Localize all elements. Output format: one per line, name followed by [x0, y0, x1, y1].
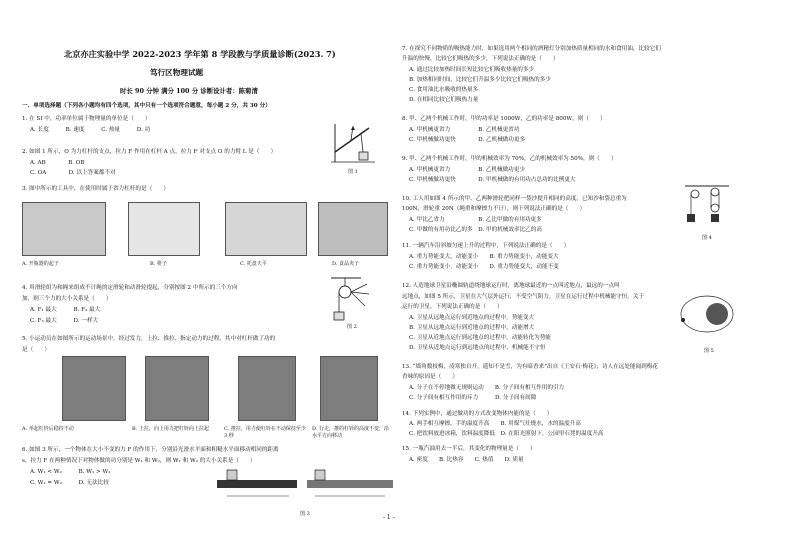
exam-subtitle: 笃行区物理试题	[150, 68, 204, 77]
question-text: 8. 甲、乙两个机械工作时，甲的功率是 1000W，乙的功率是 800W，则（ ）	[402, 116, 606, 122]
question-text: 2. 如图 1 所示，O 为力杠杆的支点，拉力 F 作用在杠杆 A 点，拉力 F 对支点 O 的力臂 L 是（ ）	[22, 149, 277, 155]
question-text: 11. 一辆汽车沿斜坡匀速上升的过程中，下列说法正确的是（ ）	[402, 243, 570, 249]
photo-a-caption: A. 举起杠铃后稳持不动	[22, 426, 74, 432]
photo-b-caption: B. 上拉，向上用力把杠铃向上拉起	[132, 426, 209, 432]
answer-options: A. 重力势能变大，动能变小 B. 重力势能变小，动能变大	[409, 254, 559, 260]
question-text: 12. 人造地球卫星沿椭圆轨道绕地球运行时，离地球最近的一点叫近地点，最远的一点叫	[402, 283, 620, 289]
question-text: 14. 下列实例中，通过做功的方式改变物体内能的是（ ）	[402, 411, 553, 417]
answer-options: A. 甲机械更省力 B. 乙机械更省功	[409, 127, 520, 133]
answer-options: A. 分子在不停地做无规则运动 B. 分子间有相互作用的引力	[409, 385, 565, 391]
option-d-caption: D. 食品夹子	[332, 261, 360, 267]
answer-options: A. 甲比乙省力 B. 乙比甲做的有用功更多	[409, 217, 542, 223]
question-text: 香味的原因是（ ）	[402, 374, 458, 380]
answer-options: A. 通过比较加热时间长短比较它们吸收热量的多少	[409, 67, 535, 73]
answer-options: C. 食用油比水吸收的热量多	[409, 87, 479, 93]
figure-5-caption: 图 5	[704, 348, 714, 354]
answer-options: C. 甲机械做功更快 D. 甲机械做的有用功占总功的比例更大	[409, 177, 576, 183]
answer-options: C. 甲做的有用功比乙的多 D. 甲的机械效率比乙的高	[409, 227, 542, 233]
figure-2-pulley	[331, 276, 371, 322]
figure-3-surfaces	[215, 466, 395, 506]
answer-options: D. 在相同比较它们吸热力量	[409, 97, 479, 103]
answer-options: B. 卫星从远地点运行到近地点的过程中，动能增大	[409, 325, 535, 331]
question-text: 13. “墙角数枝梅，凌寒独自开，遥知不是雪，为有暗香来”出自《王安石·梅花》，诗人在远处能闻到梅花	[402, 364, 658, 370]
answer-options: C. 卫星从近地点运行到远地点的过程中，动能转化为势能	[409, 335, 551, 341]
answer-options: C. F₃ 最大 D. 一样大	[30, 318, 99, 324]
answer-options: C. 分子间有相互作用的斥力 D. 分子间有间隙	[409, 395, 537, 401]
question-text: 15. 一瓶汽油用去一半后，其变化的物理量是（ ）	[402, 446, 536, 452]
question-text: 4. 用滑轮组为和绳来组成不计绳的定滑轮和动滑轮提起，分别按图 2 中所示的三个方向	[22, 285, 238, 291]
question-text: 10. 工人用如图 4 所示的甲、乙两种滑轮把同样一袋沙提升相同的高度，已知沙和袋总重为	[402, 196, 627, 202]
question-text: 3. 图中所示的工具中，在使用时属于省力杠杆的是（ ）	[22, 186, 169, 192]
weightlifting-photo-b	[145, 356, 209, 421]
answer-options: C. 重力势能变小，动能变小 D. 重力势能变大，动能不变	[409, 264, 559, 270]
figure-3-caption: 图 3	[300, 511, 310, 517]
question-text: 7. 在探究不同物质的吸热能力时，如果选用两个相同的酒精灯分别加热质量相同的水和食用油，比较它们	[402, 46, 661, 52]
weightlifting-photo-d	[320, 356, 378, 421]
weightlifting-photo-a	[62, 356, 126, 421]
photo-c-caption: C. 推拉，用力使杠铃在不动保持至少 3 秒	[224, 426, 306, 439]
food-tongs-image	[318, 202, 388, 256]
figure-1-lever	[331, 122, 375, 166]
question-text: s，拉力 F 在两种情况下对物体做的功分别是 W₁ 和 W₂，则 W₁ 和 W₂ 的大小关系是（ ）	[22, 458, 256, 464]
answer-options: C. 把饮料放进冰箱，饮料温度降低 D. 在阳光照射下，公园里石凳的温度升高	[409, 431, 604, 437]
section-heading: 一、单项选择题（下列各小题均有四个选项，其中只有一个选项符合题意，每小题 2 分，共 30 分）	[22, 103, 271, 109]
exam-meta: 时长 90 分钟 满分 100 分 诊断设计者：陈菊清	[120, 87, 258, 95]
tray-balance-image	[225, 202, 307, 256]
answer-options: A. 密度 B. 比热容 C. 热值 D. 质量	[409, 457, 524, 463]
answer-options: C. W₁ = W₂ D. 无法比较	[30, 480, 109, 486]
option-b-caption: B. 筷子	[150, 261, 167, 267]
question-text: 1. 在 SI 中，功率单位属于物理量的单位是（ ）	[22, 116, 151, 122]
photo-d-caption: D. 行走，推的杠铃的高度不变，沿水平方向移动	[312, 426, 390, 439]
question-text: 5. 小运动员在如图所示的运动场景中，经过发力，上拉、推拉、指定动力的过程，其中对杠杆做了功的	[22, 336, 276, 342]
question-text: 9. 甲、乙两个机械工作时，甲的机械效率为 70%，乙的机械效率为 50%，则（ ）	[402, 156, 617, 162]
figure-1-caption: 图 1	[348, 169, 358, 175]
weightlifting-photo-c	[238, 356, 296, 421]
question-text: 运行的卫星，下列说法正确的是（ ）	[402, 304, 503, 310]
question-text: 远地点，如图 5 所示，卫星在大气层外运行，不受空气阻力，卫星在运行过程中机械能守恒。关于	[402, 294, 645, 300]
page-number: - 1 -	[383, 514, 395, 521]
answer-options: B. 加热相同时间，比较它们升温多少比较它们吸热的多少	[409, 77, 551, 83]
answer-options: D. 卫星从近地点运行到远地点的过程中，机械能不守恒	[409, 345, 546, 351]
option-c-caption: C. 托盘天平	[240, 261, 267, 267]
figure-5-orbit	[675, 290, 735, 344]
option-a-caption: A. 开瓶器的起子	[22, 261, 59, 267]
answer-options: A. 卫星从远地点运行到近地点的过程中，势能变大	[409, 315, 535, 321]
answer-options: A. 甲机械更省力 B. 乙机械做功更少	[409, 167, 525, 173]
exam-title: 北京亦庄实验中学 2022-2023 学年第 8 学段教与学质量诊断(2023. 7)	[64, 49, 336, 59]
chopsticks-image	[128, 202, 200, 256]
answer-options: A. F₁ 最大 B. F₂ 最大	[30, 307, 101, 313]
answer-options: A. W₁ < W₂ B. W₁ > W₂	[30, 469, 111, 475]
question-text: 是（ ）	[22, 347, 50, 353]
bottle-opener-image	[22, 202, 106, 256]
question-text: 加，则三个力的大小关系是（ ）	[22, 296, 112, 302]
figure-4-caption: 图 4	[702, 235, 712, 241]
answer-options: A. AB B. OB	[30, 160, 85, 166]
question-text: 升温的快慢，比较它们吸热的多少，下列说法正确的是（ ）	[402, 56, 559, 62]
answer-options: C. OA D. 以上答案都不对	[30, 170, 116, 176]
answer-options: A. 长度 B. 速度 C. 热量 D. 功	[30, 127, 151, 133]
answer-options: C. 甲机械做功更快 D. 乙机械做功更多	[409, 137, 526, 143]
question-text: 6. 如图 3 所示，一个物体在大小不变的力 F 的作用下，分别沿光滑水平面和粗糙水平面移动相同的距离	[22, 447, 279, 453]
figure-2-caption: 图 2	[347, 324, 357, 330]
figure-4-pulleys	[685, 184, 729, 228]
answer-options: A. 两手相互摩擦，手的温度升高 B. 用煤气灶烧水，水的温度升高	[409, 421, 581, 427]
question-text: 100N，滑轮重 20N（绳重和摩擦力不计），则下列说法正确的是（ ）	[402, 206, 586, 212]
